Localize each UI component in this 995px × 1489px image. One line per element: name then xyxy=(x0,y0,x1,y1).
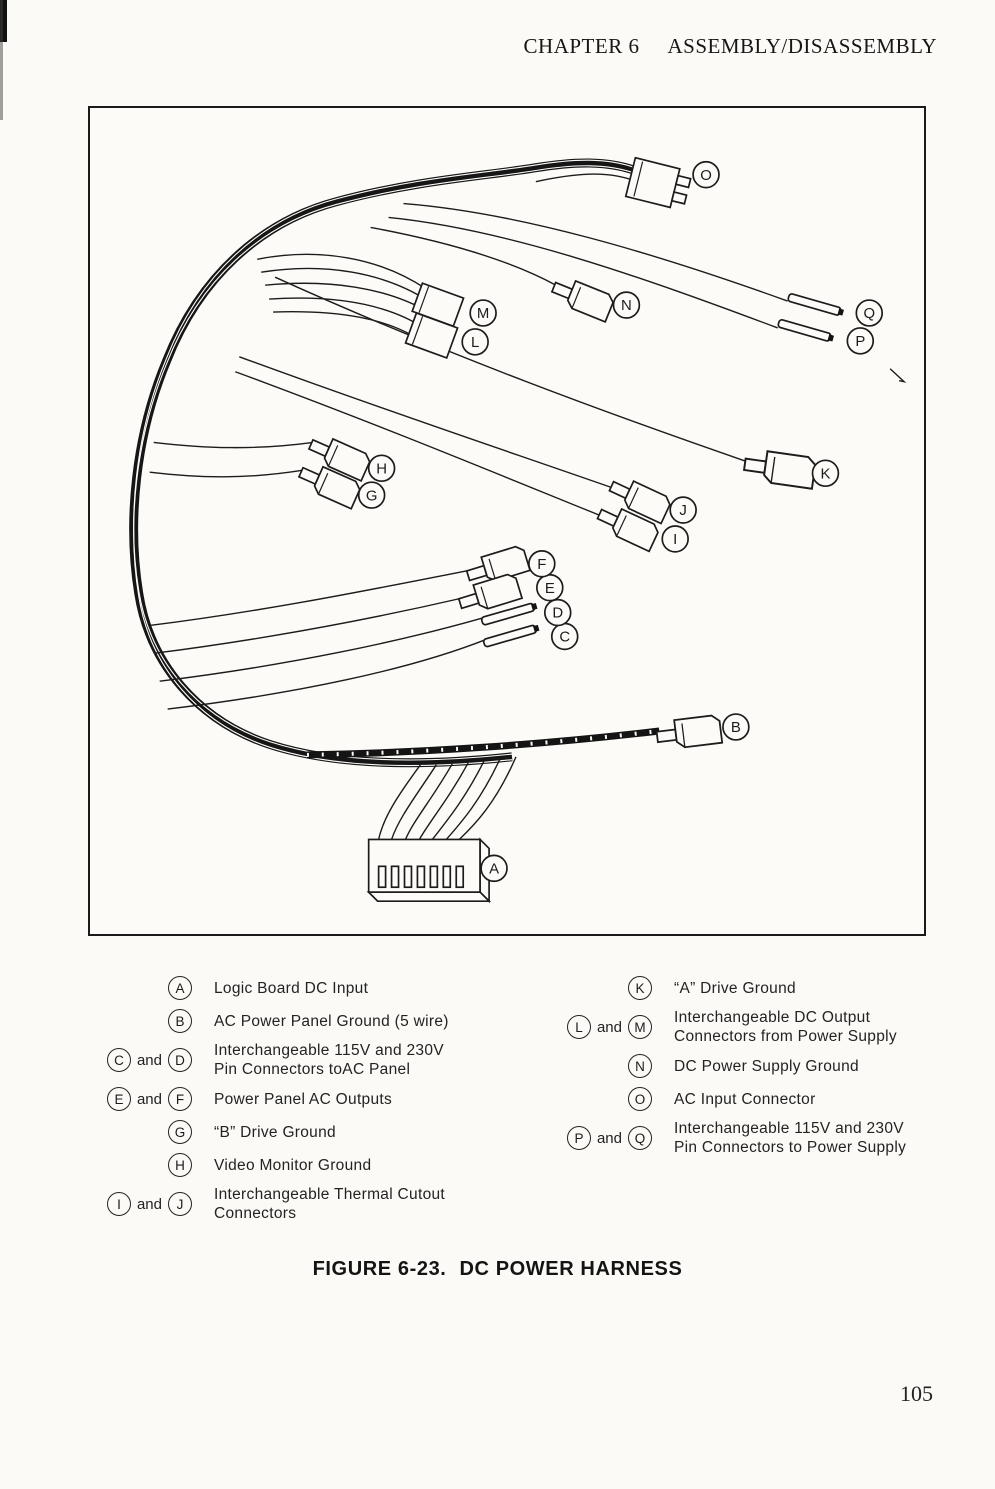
chapter-title: ASSEMBLY/DISASSEMBLY xyxy=(667,34,937,58)
legend-description: Interchangeable 115V and 230V Pin Connectors toAC Panel xyxy=(214,1042,444,1078)
legend-left-column xyxy=(88,975,540,1230)
legend-item-i-j xyxy=(88,1185,540,1223)
circled-letter: I xyxy=(107,1192,131,1216)
legend-description: Video Monitor Ground xyxy=(214,1156,372,1174)
legend-description: Logic Board DC Input xyxy=(214,979,369,997)
diagram-marker-i xyxy=(662,526,688,552)
legend-description: “A” Drive Ground xyxy=(674,979,796,997)
legend-item-g xyxy=(88,1119,540,1145)
joiner-text: and xyxy=(136,1195,162,1213)
legend-item-o xyxy=(540,1086,928,1112)
legend-description: AC Power Panel Ground (5 wire) xyxy=(214,1012,449,1030)
circled-letter: Q xyxy=(628,1126,652,1150)
circled-letter: L xyxy=(567,1015,591,1039)
joiner-text: and xyxy=(596,1018,622,1036)
figure-box xyxy=(88,106,926,936)
connector-k xyxy=(743,448,816,488)
diagram-marker-h xyxy=(369,455,395,481)
chapter-header xyxy=(524,34,937,59)
page-number: 105 xyxy=(900,1381,933,1406)
circled-letter: K xyxy=(628,976,652,1000)
svg-text:K: K xyxy=(820,465,831,483)
legend-item-n xyxy=(540,1053,928,1079)
chapter-number: CHAPTER 6 xyxy=(523,34,640,58)
legend-description: Power Panel AC Outputs xyxy=(214,1090,393,1108)
connector-q xyxy=(788,293,845,316)
diagram-marker-q xyxy=(856,300,882,326)
figure-caption xyxy=(0,1258,995,1281)
svg-text:F: F xyxy=(537,555,547,573)
circled-letter: B xyxy=(168,1009,192,1033)
diagram-marker-f xyxy=(529,551,555,577)
circled-letter: D xyxy=(168,1048,192,1072)
diagram-marker-n xyxy=(613,292,639,318)
legend-description: AC Input Connector xyxy=(674,1090,816,1108)
legend-item-c-d xyxy=(88,1041,540,1079)
diagram-marker-j xyxy=(670,497,696,523)
circled-letter: E xyxy=(107,1087,131,1111)
connector-p xyxy=(778,319,835,342)
legend-item-k xyxy=(540,975,928,1001)
svg-text:D: D xyxy=(552,604,564,622)
circled-letter: F xyxy=(168,1087,192,1111)
svg-text:L: L xyxy=(471,334,480,352)
legend-description: Interchangeable 115V and 230V Pin Connectors to Power Supply xyxy=(674,1120,907,1156)
diagram-marker-k xyxy=(813,460,839,486)
legend-description: DC Power Supply Ground xyxy=(674,1057,859,1075)
diagram-marker-c xyxy=(552,624,578,650)
svg-text:B: B xyxy=(730,719,741,737)
joiner-text: and xyxy=(596,1129,622,1147)
legend-item-b xyxy=(88,1008,540,1034)
diagram-marker-l xyxy=(462,329,488,355)
circled-letter: O xyxy=(628,1087,652,1111)
legend-description: Interchangeable Thermal Cutout Connectors xyxy=(214,1186,446,1222)
joiner-text: and xyxy=(136,1090,162,1108)
diagram-marker-p xyxy=(847,328,873,354)
diagram-marker-e xyxy=(537,575,563,601)
svg-text:A: A xyxy=(489,860,500,878)
figure-caption-title: DC POWER HARNESS xyxy=(459,1258,683,1280)
circled-letter: J xyxy=(168,1192,192,1216)
diagram-marker-a xyxy=(481,855,507,881)
figure-caption-label: FIGURE 6-23. xyxy=(312,1258,447,1280)
scan-artifact-2 xyxy=(0,0,3,120)
circled-letter: A xyxy=(168,976,192,1000)
harness-wires xyxy=(134,160,904,839)
diagram-marker-b xyxy=(723,714,749,740)
legend-item-l-m xyxy=(540,1008,928,1046)
svg-text:G: G xyxy=(365,487,378,505)
circled-letter: G xyxy=(168,1120,192,1144)
svg-text:P: P xyxy=(855,333,866,351)
legend-description: “B” Drive Ground xyxy=(214,1123,336,1141)
legend-item-p-q xyxy=(540,1119,928,1157)
diagram-marker-m xyxy=(470,300,496,326)
joiner-text: and xyxy=(136,1051,162,1069)
connector-c xyxy=(483,624,540,647)
svg-text:E: E xyxy=(544,579,555,597)
circled-letter: M xyxy=(628,1015,652,1039)
circled-letter: H xyxy=(168,1153,192,1177)
circled-letter: N xyxy=(628,1054,652,1078)
svg-text:C: C xyxy=(559,628,571,646)
diagram-marker-d xyxy=(545,600,571,626)
svg-text:M: M xyxy=(476,305,490,323)
connector-a xyxy=(369,839,489,901)
circled-letter: P xyxy=(567,1126,591,1150)
connector-b xyxy=(655,715,722,751)
circled-letter: C xyxy=(107,1048,131,1072)
legend-right-column xyxy=(540,975,928,1230)
svg-text:Q: Q xyxy=(863,305,876,323)
svg-text:N: N xyxy=(621,297,632,315)
figure-legend xyxy=(88,975,928,1230)
svg-text:I: I xyxy=(673,531,678,549)
diagram-marker-g xyxy=(359,482,385,508)
diagram-marker-o xyxy=(693,162,719,188)
harness-connectors xyxy=(296,158,845,901)
legend-item-h xyxy=(88,1152,540,1178)
legend-item-a xyxy=(88,975,540,1001)
legend-item-e-f xyxy=(88,1086,540,1112)
legend-description: Interchangeable DC Output Connectors from Power Supply xyxy=(674,1009,897,1045)
connector-n xyxy=(549,274,615,322)
connector-o xyxy=(626,158,693,211)
svg-text:H: H xyxy=(376,460,387,478)
harness-diagram xyxy=(90,108,924,934)
svg-text:J: J xyxy=(679,502,687,520)
svg-text:O: O xyxy=(700,166,712,184)
